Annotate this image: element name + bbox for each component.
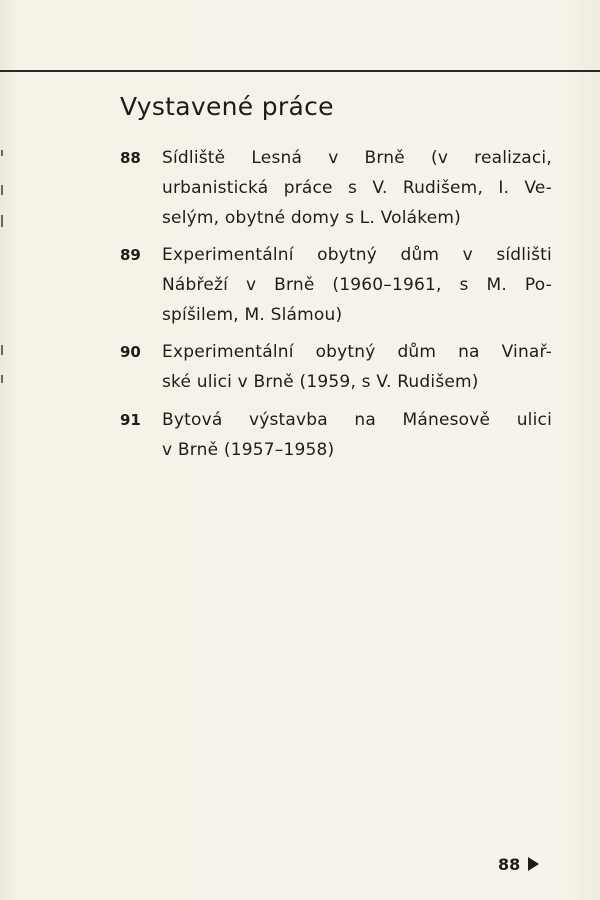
entry-word: Mánesově (402, 410, 491, 430)
entry-word: (1959, (299, 372, 357, 392)
entry-word: spíšilem, (162, 305, 239, 325)
entry-word: Lesná (251, 148, 303, 168)
entry-word: (1960–1961, (332, 275, 442, 295)
entry-word: obytné (224, 208, 286, 228)
entry-line (162, 337, 552, 367)
entry-number: 88 (120, 149, 141, 167)
entry-word: obytný (315, 342, 376, 362)
entry-text (162, 240, 552, 330)
entry-number: 89 (120, 246, 141, 264)
entry-word: ulici (196, 372, 233, 392)
entry-word: I. (498, 178, 510, 198)
entry-word: v (462, 245, 473, 265)
entry-word: V. (372, 178, 388, 198)
entry-word: Vinař- (501, 342, 552, 362)
entry-word: Nábřeží (162, 275, 229, 295)
entry-word: ulici (516, 410, 552, 430)
entry-word: sídlišti (496, 245, 552, 265)
top-rule (0, 70, 600, 72)
entry-word: realizaci, (474, 148, 552, 168)
entry-word: Rudišem, (402, 178, 484, 198)
entry-word: Experimentální (162, 245, 294, 265)
entry-line (162, 143, 552, 173)
entry-word: na (354, 410, 376, 430)
entry-word: urbanistická (162, 178, 269, 198)
entry-word: v (237, 372, 248, 392)
entry-word: s (345, 208, 355, 228)
entry-word: (1957–1958) (223, 440, 335, 460)
entry-word: Volákem) (380, 208, 461, 228)
entry-word: Rudišem) (397, 372, 479, 392)
entry-word: Sídliště (162, 148, 226, 168)
entry-text (162, 405, 552, 465)
entry-line (162, 435, 552, 465)
entry-line (162, 240, 552, 270)
binding-mark (1, 185, 3, 195)
entry-word: Slámou) (270, 305, 343, 325)
section-heading: Vystavené práce (120, 92, 334, 121)
entry-word: Po- (524, 275, 552, 295)
entry-word: Brně (274, 275, 315, 295)
entry-word: na (458, 342, 480, 362)
entry-word: práce (283, 178, 333, 198)
entry-word: s (459, 275, 469, 295)
entry-word: s (361, 372, 371, 392)
entry-line (162, 173, 552, 203)
binding-mark (1, 345, 3, 355)
entry-line (162, 203, 552, 233)
entry-text (162, 143, 552, 233)
entry-word: s (347, 178, 358, 198)
entry-word: dům (397, 342, 437, 362)
page-number: 88 (498, 854, 521, 874)
entry-line (162, 367, 552, 397)
binding-mark (1, 215, 3, 227)
entry-word: v (162, 440, 173, 460)
entry-word: Brně (253, 372, 294, 392)
page-footer (498, 852, 539, 876)
entry-word: výstavba (248, 410, 328, 430)
entry-word: Experimentální (162, 342, 294, 362)
entry-word: domy (290, 208, 340, 228)
entry-number: 90 (120, 343, 141, 361)
entry-word: Brně (364, 148, 405, 168)
entry-word: L. (359, 208, 376, 228)
entry-word: Bytová (162, 410, 223, 430)
binding-mark (1, 150, 3, 156)
entry-word: dům (400, 245, 440, 265)
entry-word: v (245, 275, 257, 295)
entry-word: M. (486, 275, 507, 295)
entry-word: Ve- (524, 178, 552, 198)
entry-line (162, 300, 552, 330)
entry-word: v (328, 148, 339, 168)
entry-line (162, 405, 552, 435)
entry-text (162, 337, 552, 397)
entry-number: 91 (120, 411, 141, 429)
entry-word: Brně (177, 440, 219, 460)
entry-line (162, 270, 552, 300)
entry-word: obytný (317, 245, 378, 265)
binding-mark (1, 375, 3, 383)
entry-word: selým, (162, 208, 220, 228)
entry-word: V. (376, 372, 392, 392)
next-page-icon[interactable] (528, 857, 539, 871)
entry-word: ské (162, 372, 192, 392)
entry-word: (v (431, 148, 449, 168)
entry-word: M. (244, 305, 265, 325)
